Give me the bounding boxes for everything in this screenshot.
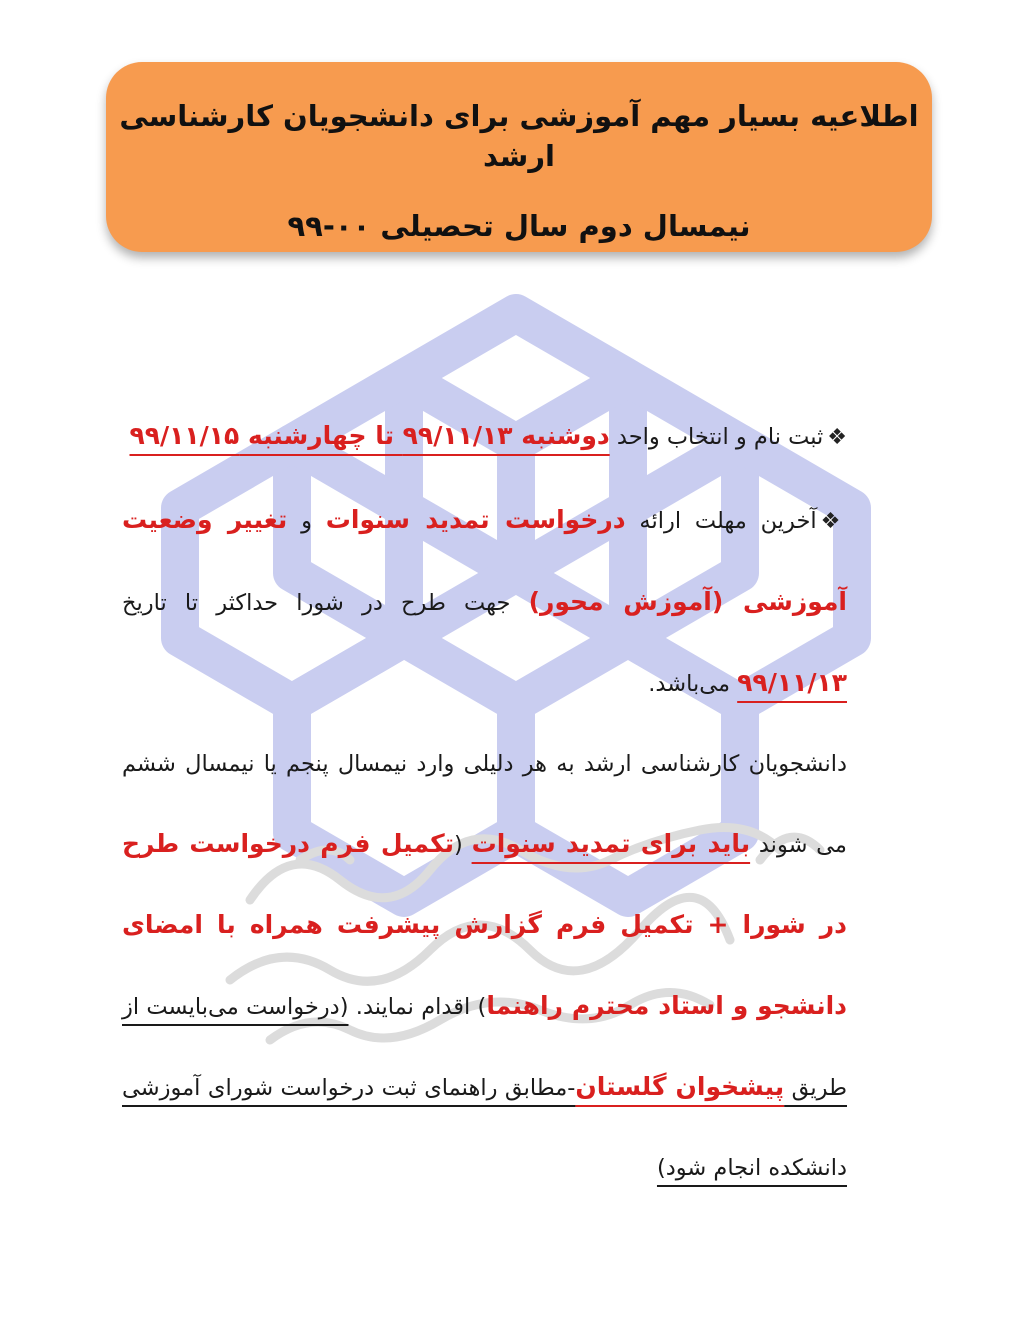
deadline-text-4: می‌باشد. [648, 671, 738, 697]
golestan-portal: پیشخوان گلستان [575, 1072, 785, 1101]
paragraph-text-2: ( [454, 832, 472, 858]
paragraph-text-3: ) اقدام نمایند. [348, 994, 487, 1020]
header-title: اطلاعیه بسیار مهم آموزشی برای دانشجویان کارشناسی ارشد [119, 99, 919, 173]
list-item-deadline [122, 480, 847, 724]
must-extend: باید برای تمدید سنوات [471, 829, 751, 858]
header-subtitle: نیمسال دوم سال تحصیلی ۰۰-۹۹ [287, 209, 751, 243]
diamond-bullet-icon: ❖ [827, 425, 847, 450]
registration-text: ثبت نام و انتخاب واحد [609, 424, 824, 450]
diamond-bullet-icon: ❖ [820, 509, 847, 534]
announcement-header [106, 62, 932, 252]
paragraph-text-1: دانشجویان کارشناسی ارشد به هر دلیلی وارد نیمسال پنجم یا نیمسال ششم می شوند [122, 751, 847, 858]
registration-dates: دوشنبه ۹۹/۱۱/۱۳ تا چهارشنبه ۹۹/۱۱/۱۵ [129, 421, 610, 450]
deadline-text-1: آخرین مهلت ارائه [625, 508, 817, 534]
announcement-body [122, 396, 847, 1208]
extension-request: درخواست تمدید سنوات [325, 505, 626, 534]
list-item-registration [122, 396, 847, 478]
deadline-text-3: جهت طرح در شورا حداکثر تا تاریخ [122, 590, 529, 616]
paragraph-underlined-2: -مطابق راهنمای ثبت درخواست شورای آموزشی دانشکده انجام شود) [122, 1075, 847, 1181]
deadline-text-2: و [287, 508, 326, 534]
deadline-date: ۹۹/۱۱/۱۳ [737, 668, 847, 697]
forms-required: تکمیل فرم درخواست طرح در شورا + تکمیل فرم گزارش پیشرفت همراه با امضای دانشجو و استاد محترم راهنما [122, 829, 848, 1020]
paragraph-underlined-1: (درخواست می‌بایست از طریق [122, 994, 847, 1101]
status-change: تغییر وضعیت آموزشی (آموزش محور) [122, 505, 847, 616]
paragraph-semester-extension [122, 724, 847, 1208]
